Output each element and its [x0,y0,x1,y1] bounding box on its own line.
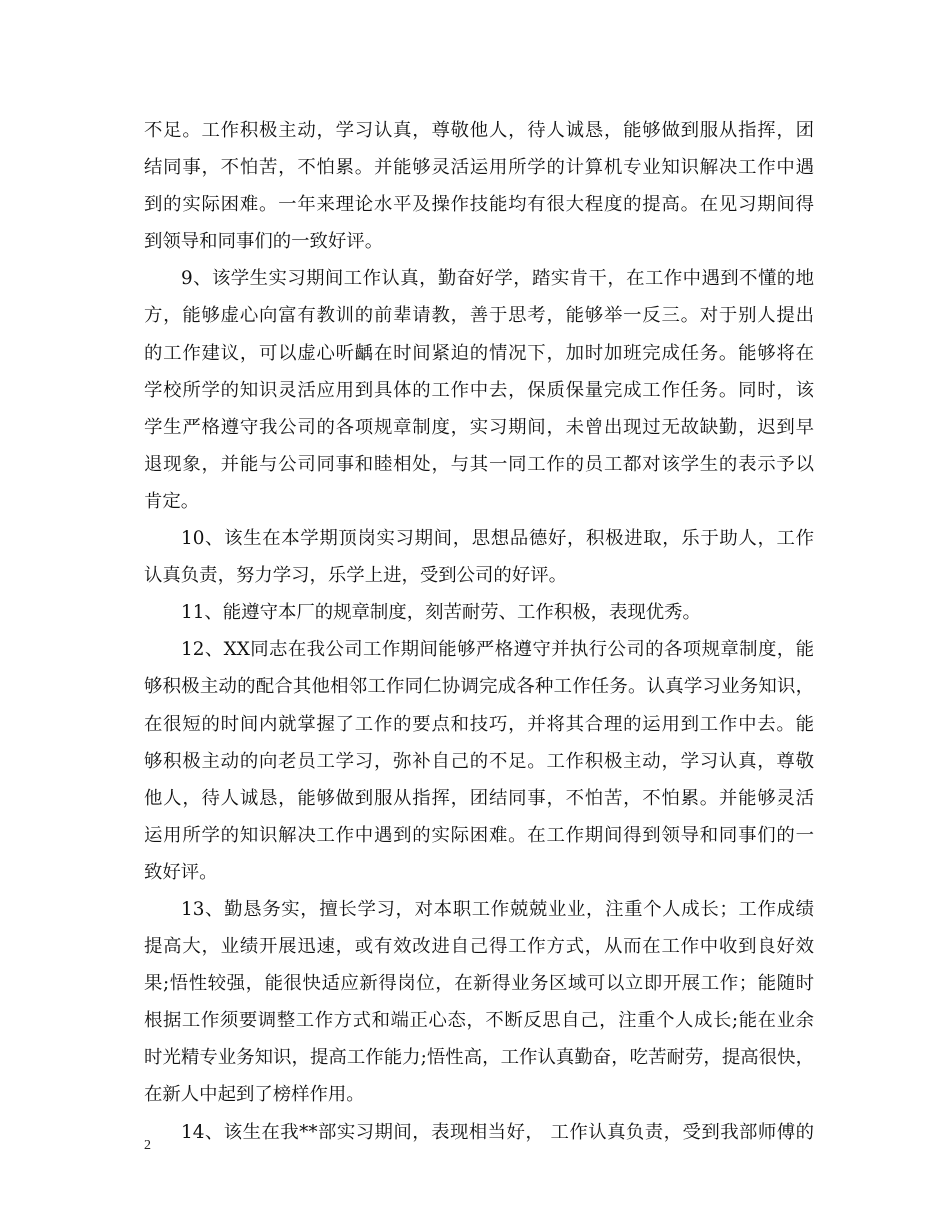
text-line: 够积极主动的向老员工学习，弥补自己的不足。工作积极主动，学习认真，尊敬 [144,750,814,772]
text-line: 肯定。 [144,490,200,512]
text-line: 提高大，业绩开展迅速，或有效改进自己得工作方式，从而在工作中收到良好效 [144,936,814,958]
text-line: 9、该学生实习期间工作认真，勤奋好学，踏实肯干，在工作中遇到不懂的地 [181,268,814,290]
text-line: 时光精专业务知识，提高工作能力;悟性高，工作认真勤奋，吃苦耐劳，提高很快， [144,1047,814,1069]
text-line: 学校所学的知识灵活应用到具体的工作中去，保质保量完成工作任务。同时，该 [144,379,814,401]
text-line: 运用所学的知识解决工作中遇到的实际困难。在工作期间得到领导和同事们的一 [144,824,814,846]
text-line: 14、该生在我**部实习期间，表现相当好， 工作认真负责，受到我部师傅的 [181,1121,814,1143]
text-line: 的工作建议，可以虚心听齲在时间紧迫的情况下，加时加班完成任务。能够将在 [144,342,814,364]
text-line: 认真负责，努力学习，乐学上进，受到公司的好评。 [144,565,567,587]
text-line: 11、能遵守本厂的规章制度，刻苦耐劳、工作积极，表现优秀。 [181,602,701,624]
text-line: 10、该生在本学期顶岗实习期间，思想品德好，积极进取，乐于助人，工作 [181,528,814,550]
text-line: 结同事，不怕苦，不怕累。并能够灵活运用所学的计算机专业知识解决工作中遇 [144,157,814,179]
text-line: 在新人中起到了榜样作用。 [144,1084,365,1106]
text-line: 够积极主动的配合其他相邻工作同仁协调完成各种工作任务。认真学习业务知识， [144,676,814,698]
body-text [144,112,814,1151]
text-line: 果;悟性较强，能很快适应新得岗位，在新得业务区域可以立即开展工作；能随时 [144,973,814,995]
text-line: 不足。工作积极主动，学习认真，尊敬他人，待人诚恳，能够做到服从指挥，团 [144,120,814,141]
text-line: 他人，待人诚恳，能够做到服从指挥，团结同事，不怕苦，不怕累。并能够灵活 [144,787,814,809]
text-line: 12、XX同志在我公司工作期间能够严格遵守并执行公司的各项规章制度，能 [181,639,814,661]
text-line: 方，能够虚心向富有教训的前辈请教，善于思考，能够举一反三。对于别人提出 [144,305,814,327]
text-line: 退现象，并能与公司同事和睦相处，与其一同工作的员工都对该学生的表示予以 [144,453,814,475]
text-line: 在很短的时间内就掌握了工作的要点和技巧，并将其合理的运用到工作中去。能 [144,713,814,735]
text-line: 13、勤恳务实，擅长学习，对本职工作兢兢业业，注重个人成长；工作成绩 [181,898,814,920]
page-number: 2 [144,1138,151,1153]
text-line: 致好评。 [144,861,218,883]
text-line: 根据工作须要调整工作方式和端正心态，不断反思自己，注重个人成长;能在业余 [144,1010,814,1032]
text-line: 到的实际困难。一年来理论水平及操作技能均有很大程度的提高。在见习期间得 [144,194,814,216]
text-line: 学生严格遵守我公司的各项规章制度，实习期间，未曾出现过无故缺勤，迟到早 [144,416,814,438]
text-line: 到领导和同事们的一致好评。 [144,231,384,253]
